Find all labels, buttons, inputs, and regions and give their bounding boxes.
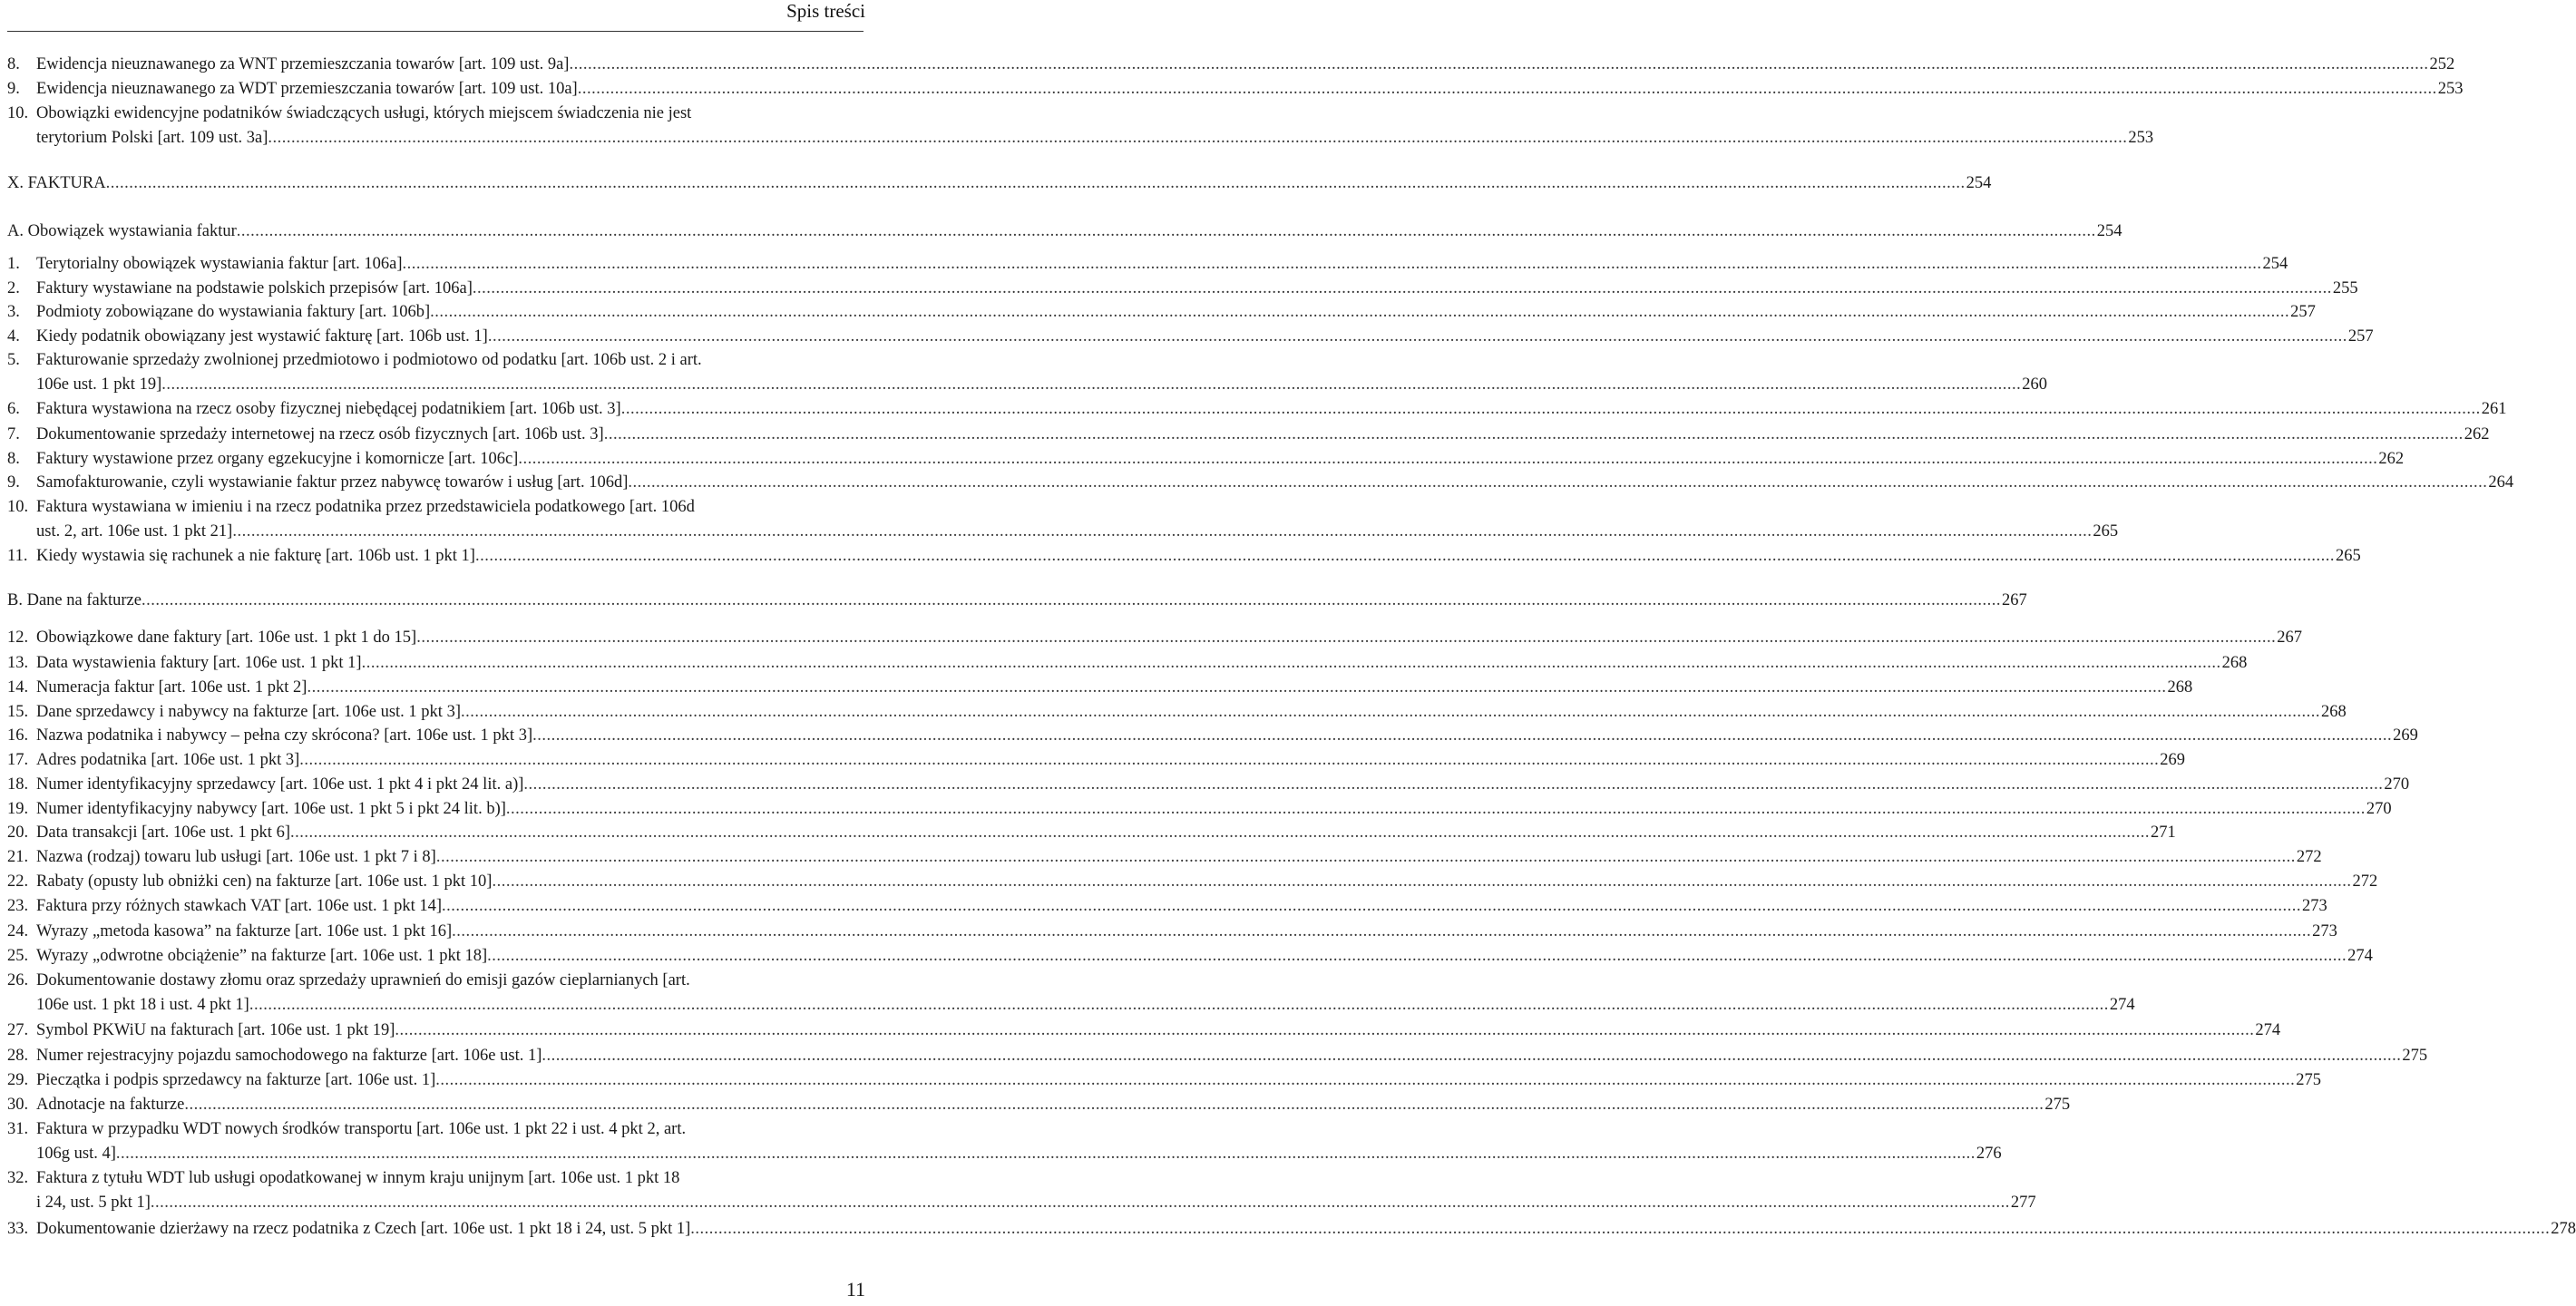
toc-item-number: 4. xyxy=(7,327,20,346)
toc-item-title: Dokumentowanie dostawy złomu oraz sprzedaży uprawnień do emisji gazów cieplarnianych [art. xyxy=(36,971,690,989)
toc-page-number: 270 xyxy=(2384,775,2410,794)
toc-line xyxy=(36,448,2405,470)
toc-line xyxy=(36,496,865,518)
toc-dot-leader: ................................................................................................................................................................................................................................................................................................................................................................................................................ xyxy=(442,897,2301,915)
toc-page-number: 273 xyxy=(2302,897,2327,915)
toc-item-number: 5. xyxy=(7,351,20,369)
toc-item-number: 31. xyxy=(7,1120,29,1138)
toc-page-number: 274 xyxy=(2255,1021,2281,1039)
toc-page-number: 253 xyxy=(2128,129,2154,147)
toc-item-title: Podmioty zobowiązane do wystawiania faktury [art. 106b] xyxy=(36,303,431,321)
toc-line xyxy=(36,521,2119,542)
toc-line xyxy=(36,846,2322,868)
toc-line xyxy=(36,774,2410,795)
toc-line xyxy=(36,301,2316,323)
toc-line xyxy=(36,1045,2428,1067)
toc-item-number: 9. xyxy=(7,473,20,492)
toc-page-number: 268 xyxy=(2167,678,2193,697)
toc-line xyxy=(36,945,2373,967)
toc-item-title: Faktura z tytułu WDT lub usługi opodatkowanej w innym kraju unijnym [art. 106e ust. 1 pkt 18 xyxy=(36,1169,680,1187)
toc-page-number: 262 xyxy=(2464,425,2490,443)
toc-page-number: 252 xyxy=(2429,55,2455,73)
toc-item-title: Numer identyfikacyjny nabywcy [art. 106e ust. 1 pkt 5 i pkt 24 lit. b)] xyxy=(36,800,506,818)
toc-line xyxy=(36,798,2392,820)
toc-line xyxy=(36,253,2288,275)
toc-dot-leader: ................................................................................................................................................................................................................................................................................................................................................................................................................ xyxy=(395,1021,2255,1039)
toc-dot-leader: ................................................................................................................................................................................................................................................................................................................................................................................................................ xyxy=(307,678,2167,697)
toc-line xyxy=(36,1192,2036,1213)
toc-dot-leader: ................................................................................................................................................................................................................................................................................................................................................................................................................ xyxy=(430,303,2290,321)
toc-page-number: 268 xyxy=(2221,654,2248,672)
toc-page-number: 278 xyxy=(2551,1220,2576,1238)
toc-dot-leader: ................................................................................................................................................................................................................................................................................................................................................................................................................ xyxy=(505,800,2366,818)
toc-item-title: Kiedy wystawia się rachunek a nie fakturę [art. 106b ust. 1 pkt 1] xyxy=(36,547,475,565)
toc-line xyxy=(36,374,2047,395)
toc-page-number: 260 xyxy=(2022,375,2047,394)
toc-line xyxy=(36,677,2193,698)
toc-dot-leader: ................................................................................................................................................................................................................................................................................................................................................................................................................ xyxy=(523,775,2384,794)
toc-item-title: ust. 2, art. 106e ust. 1 pkt 21] xyxy=(36,522,233,541)
toc-item-title: Ewidencja nieuznawanego za WDT przemieszczania towarów [art. 109 ust. 10a] xyxy=(36,80,578,98)
toc-item-title: Faktura w przypadku WDT nowych środków transportu [art. 106e ust. 1 pkt 22 i ust. 4 pkt 2, art. xyxy=(36,1120,687,1138)
toc-line xyxy=(36,349,865,371)
toc-item-number: 30. xyxy=(7,1096,29,1114)
toc-line xyxy=(36,701,2347,723)
toc-line xyxy=(36,871,2378,892)
toc-line xyxy=(36,1118,865,1140)
toc-item-title: Kiedy podatnik obowiązany jest wystawić fakturę [art. 106b ust. 1] xyxy=(36,327,488,346)
toc-item-number: 18. xyxy=(7,775,29,794)
toc-dot-leader: ................................................................................................................................................................................................................................................................................................................................................................................................................ xyxy=(150,1194,2010,1212)
toc-page-number: 267 xyxy=(2277,629,2302,647)
toc-page-number: 261 xyxy=(2481,400,2507,418)
toc-item-title: Symbol PKWiU na fakturach [art. 106e ust. 1 pkt 19] xyxy=(36,1021,395,1039)
toc-item-number: 25. xyxy=(7,947,29,965)
toc-line xyxy=(36,749,2186,771)
toc-page-number: 274 xyxy=(2347,947,2373,965)
toc-line xyxy=(36,1069,2321,1091)
toc-item-number: 21. xyxy=(7,848,29,866)
toc-dot-leader: ................................................................................................................................................................................................................................................................................................................................................................................................................ xyxy=(690,1220,2551,1238)
toc-dot-leader: ................................................................................................................................................................................................................................................................................................................................................................................................................ xyxy=(474,547,2335,565)
toc-page-number: 254 xyxy=(2096,222,2122,240)
toc-item-title: Dokumentowanie dzierżawy na rzecz podatnika z Czech [art. 106e ust. 1 pkt 18 i 24, ust. 5 pkt 1] xyxy=(36,1220,691,1238)
toc-page-number: 273 xyxy=(2312,922,2337,941)
toc-line xyxy=(36,326,2374,347)
toc-dot-leader: ................................................................................................................................................................................................................................................................................................................................................................................................................ xyxy=(472,279,2332,297)
toc-line xyxy=(36,127,2154,149)
toc-item-number: 19. xyxy=(7,800,29,818)
toc-item-number: 10. xyxy=(7,498,29,516)
toc-item-number: 9. xyxy=(7,80,20,98)
toc-dot-leader: ................................................................................................................................................................................................................................................................................................................................................................................................................ xyxy=(492,872,2352,891)
toc-page-number: 257 xyxy=(2347,327,2374,346)
toc-item-title: 106e ust. 1 pkt 19] xyxy=(36,375,162,394)
header-divider xyxy=(7,31,864,32)
toc-dot-leader: ................................................................................................................................................................................................................................................................................................................................................................................................................ xyxy=(361,654,2221,672)
toc-dot-leader: ................................................................................................................................................................................................................................................................................................................................................................................................................ xyxy=(569,55,2429,73)
toc-item-title: i 24, ust. 5 pkt 1] xyxy=(36,1194,151,1212)
toc-item-title: Faktura wystawiana w imieniu i na rzecz podatnika przez przedstawiciela podatkowego [art. 106d xyxy=(36,498,695,516)
toc-item-title: Nazwa podatnika i nabywcy – pełna czy skrócona? [art. 106e ust. 1 pkt 3] xyxy=(36,726,533,745)
toc-section-title: X. FAKTURA xyxy=(7,174,106,192)
toc-item-number: 22. xyxy=(7,872,29,891)
toc-page-number: 274 xyxy=(2109,996,2135,1014)
toc-dot-leader: ................................................................................................................................................................................................................................................................................................................................................................................................................ xyxy=(542,1047,2402,1065)
toc-item-title: Rabaty (opusty lub obniżki cen) na fakturze [art. 106e ust. 1 pkt 10] xyxy=(36,872,493,891)
toc-page-number: 271 xyxy=(2150,824,2176,842)
toc-item-number: 8. xyxy=(7,55,20,73)
toc-dot-leader: ................................................................................................................................................................................................................................................................................................................................................................................................................ xyxy=(141,591,2001,609)
toc-item-title: Numer identyfikacyjny sprzedawcy [art. 106e ust. 1 pkt 4 i pkt 24 lit. a)] xyxy=(36,775,524,794)
toc-dot-leader: ................................................................................................................................................................................................................................................................................................................................................................................................................ xyxy=(236,222,2096,240)
toc-dot-leader: ................................................................................................................................................................................................................................................................................................................................................................................................................ xyxy=(577,80,2437,98)
toc-line xyxy=(7,220,2122,242)
toc-item-title: 106g ust. 4] xyxy=(36,1145,116,1163)
toc-item-title: Wyrazy „odwrotne obciążenie” na fakturze [art. 106e ust. 1 pkt 18] xyxy=(36,947,488,965)
toc-dot-leader: ................................................................................................................................................................................................................................................................................................................................................................................................................ xyxy=(460,703,2320,721)
toc-item-number: 6. xyxy=(7,400,20,418)
toc-page-number: 254 xyxy=(1966,174,1992,192)
toc-item-number: 20. xyxy=(7,824,29,842)
toc-line xyxy=(36,652,2248,674)
toc-item-number: 24. xyxy=(7,922,29,941)
toc-line xyxy=(36,1094,2071,1116)
toc-line xyxy=(36,54,2455,75)
toc-page-number: 270 xyxy=(2366,800,2392,818)
toc-item-number: 26. xyxy=(7,971,29,989)
toc-dot-leader: ................................................................................................................................................................................................................................................................................................................................................................................................................ xyxy=(402,255,2262,273)
toc-dot-leader: ................................................................................................................................................................................................................................................................................................................................................................................................................ xyxy=(161,375,2022,394)
toc-dot-leader: ................................................................................................................................................................................................................................................................................................................................................................................................................ xyxy=(487,947,2347,965)
toc-line xyxy=(36,994,2135,1016)
toc-page-number: 272 xyxy=(2352,872,2378,891)
toc-item-number: 8. xyxy=(7,450,20,468)
toc-item-number: 14. xyxy=(7,678,29,697)
toc-dot-leader: ................................................................................................................................................................................................................................................................................................................................................................................................................ xyxy=(184,1096,2044,1114)
toc-page-number: 265 xyxy=(2335,547,2361,565)
toc-page-number: 269 xyxy=(2393,726,2418,745)
toc-item-title: Faktura przy różnych stawkach VAT [art. 106e ust. 1 pkt 14] xyxy=(36,897,442,915)
toc-line xyxy=(36,78,2464,100)
toc-item-number: 13. xyxy=(7,654,29,672)
toc-item-number: 12. xyxy=(7,629,29,647)
toc-page-number: 257 xyxy=(2290,303,2316,321)
toc-page-number: 262 xyxy=(2378,450,2405,468)
toc-page-number: 269 xyxy=(2160,751,2186,769)
toc-line xyxy=(36,424,2490,445)
toc-item-title: Faktury wystawione przez organy egzekucyjne i komornicze [art. 106c] xyxy=(36,450,519,468)
toc-dot-leader: ................................................................................................................................................................................................................................................................................................................................................................................................................ xyxy=(268,129,2128,147)
page-number: 11 xyxy=(845,1278,865,1301)
toc-item-title: Obowiązkowe dane faktury [art. 106e ust. 1 pkt 1 do 15] xyxy=(36,629,417,647)
toc-dot-leader: ................................................................................................................................................................................................................................................................................................................................................................................................................ xyxy=(105,174,1966,192)
toc-page-number: 277 xyxy=(2010,1194,2036,1212)
toc-page-number: 264 xyxy=(2488,473,2514,492)
toc-item-number: 1. xyxy=(7,255,20,273)
toc-item-number: 10. xyxy=(7,104,29,122)
toc-item-number: 7. xyxy=(7,425,20,443)
toc-item-number: 33. xyxy=(7,1220,29,1238)
toc-dot-leader: ................................................................................................................................................................................................................................................................................................................................................................................................................ xyxy=(299,751,2160,769)
toc-line xyxy=(36,725,2418,746)
toc-item-number: 27. xyxy=(7,1021,29,1039)
toc-line xyxy=(7,590,2027,611)
toc-dot-leader: ................................................................................................................................................................................................................................................................................................................................................................................................................ xyxy=(289,824,2150,842)
toc-item-title: Adnotacje na fakturze xyxy=(36,1096,185,1114)
toc-line xyxy=(36,278,2358,299)
toc-item-title: 106e ust. 1 pkt 18 i ust. 4 pkt 1] xyxy=(36,996,249,1014)
toc-item-title: Numeracja faktur [art. 106e ust. 1 pkt 2] xyxy=(36,678,307,697)
toc-page-number: 272 xyxy=(2296,848,2322,866)
toc-dot-leader: ................................................................................................................................................................................................................................................................................................................................................................................................................ xyxy=(518,450,2378,468)
toc-dot-leader: ................................................................................................................................................................................................................................................................................................................................................................................................................ xyxy=(628,473,2488,492)
toc-item-title: terytorium Polski [art. 109 ust. 3a] xyxy=(36,129,268,147)
toc-item-title: Numer rejestracyjny pojazdu samochodowego na fakturze [art. 106e ust. 1] xyxy=(36,1047,542,1065)
toc-item-number: 2. xyxy=(7,279,20,297)
toc-item-number: 15. xyxy=(7,703,29,721)
toc-item-title: Fakturowanie sprzedaży zwolnionej przedmiotowo i podmiotowo od podatku [art. 106b ust. 2 i art. xyxy=(36,351,702,369)
running-header-title: Spis treści xyxy=(786,0,865,22)
toc-item-number: 3. xyxy=(7,303,20,321)
toc-line xyxy=(36,921,2337,942)
toc-line xyxy=(36,545,2361,567)
toc-dot-leader: ................................................................................................................................................................................................................................................................................................................................................................................................................ xyxy=(249,996,2109,1014)
toc-line xyxy=(36,627,2302,648)
toc-dot-leader: ................................................................................................................................................................................................................................................................................................................................................................................................................ xyxy=(232,522,2093,541)
toc-dot-leader: ................................................................................................................................................................................................................................................................................................................................................................................................................ xyxy=(115,1145,1976,1163)
toc-line xyxy=(36,1143,2002,1165)
toc-item-title: Samofakturowanie, czyli wystawianie faktur przez nabywcę towarów i usług [art. 106d] xyxy=(36,473,629,492)
toc-item-title: Obowiązki ewidencyjne podatników świadczących usługi, których miejscem świadczenia nie jest xyxy=(36,104,692,122)
toc-page-number: 275 xyxy=(2402,1047,2428,1065)
toc-dot-leader: ................................................................................................................................................................................................................................................................................................................................................................................................................ xyxy=(487,327,2347,346)
toc-page-number: 265 xyxy=(2093,522,2119,541)
toc-page-number: 255 xyxy=(2332,279,2358,297)
toc-item-number: 16. xyxy=(7,726,29,745)
toc-page-number: 275 xyxy=(2044,1096,2071,1114)
toc-item-title: Faktura wystawiona na rzecz osoby fizycznej niebędącej podatnikiem [art. 106b ust. 3] xyxy=(36,400,621,418)
toc-item-title: Ewidencja nieuznawanego za WNT przemieszczania towarów [art. 109 ust. 9a] xyxy=(36,55,570,73)
toc-dot-leader: ................................................................................................................................................................................................................................................................................................................................................................................................................ xyxy=(603,425,2464,443)
toc-dot-leader: ................................................................................................................................................................................................................................................................................................................................................................................................................ xyxy=(532,726,2393,745)
toc-line xyxy=(36,472,2514,493)
toc-line xyxy=(36,1167,865,1189)
toc-dot-leader: ................................................................................................................................................................................................................................................................................................................................................................................................................ xyxy=(620,400,2481,418)
toc-item-title: Terytorialny obowiązek wystawiania faktur [art. 106a] xyxy=(36,255,403,273)
toc-section-title: A. Obowiązek wystawiania faktur xyxy=(7,222,237,240)
toc-item-title: Nazwa (rodzaj) towaru lub usługi [art. 106e ust. 1 pkt 7 i 8] xyxy=(36,848,436,866)
toc-item-number: 23. xyxy=(7,897,29,915)
toc-item-title: Data wystawienia faktury [art. 106e ust. 1 pkt 1] xyxy=(36,654,362,672)
toc-line xyxy=(7,172,1992,194)
toc-item-title: Data transakcji [art. 106e ust. 1 pkt 6] xyxy=(36,824,290,842)
toc-line xyxy=(36,102,865,124)
toc-item-title: Pieczątka i podpis sprzedawcy na fakturze [art. 106e ust. 1] xyxy=(36,1071,436,1089)
toc-line xyxy=(36,1218,2576,1240)
toc-dot-leader: ................................................................................................................................................................................................................................................................................................................................................................................................................ xyxy=(452,922,2312,941)
toc-page-number: 253 xyxy=(2437,80,2464,98)
toc-page-number: 276 xyxy=(1976,1145,2002,1163)
toc-item-title: Adres podatnika [art. 106e ust. 1 pkt 3] xyxy=(36,751,300,769)
toc-page-number: 275 xyxy=(2296,1071,2321,1089)
toc-item-title: Dokumentowanie sprzedaży internetowej na rzecz osób fizycznych [art. 106b ust. 3] xyxy=(36,425,604,443)
toc-dot-leader: ................................................................................................................................................................................................................................................................................................................................................................................................................ xyxy=(435,848,2296,866)
toc-item-number: 29. xyxy=(7,1071,29,1089)
toc-line xyxy=(36,1019,2281,1041)
toc-item-number: 17. xyxy=(7,751,29,769)
toc-item-number: 28. xyxy=(7,1047,29,1065)
toc-item-number: 32. xyxy=(7,1169,29,1187)
toc-item-title: Wyrazy „metoda kasowa” na fakturze [art. 106e ust. 1 pkt 16] xyxy=(36,922,453,941)
toc-item-title: Faktury wystawiane na podstawie polskich przepisów [art. 106a] xyxy=(36,279,473,297)
toc-line xyxy=(36,398,2507,420)
toc-item-title: Dane sprzedawcy i nabywcy na fakturze [art. 106e ust. 1 pkt 3] xyxy=(36,703,461,721)
toc-dot-leader: ................................................................................................................................................................................................................................................................................................................................................................................................................ xyxy=(416,629,2277,647)
toc-item-number: 11. xyxy=(7,547,28,565)
toc-dot-leader: ................................................................................................................................................................................................................................................................................................................................................................................................................ xyxy=(435,1071,2296,1089)
toc-page-number: 267 xyxy=(2001,591,2027,609)
toc-section-title: B. Dane na fakturze xyxy=(7,591,141,609)
toc-page-number: 254 xyxy=(2262,255,2288,273)
toc-line xyxy=(36,822,2176,843)
toc-line xyxy=(36,895,2327,917)
toc-line xyxy=(36,970,865,991)
toc-page-number: 268 xyxy=(2320,703,2347,721)
